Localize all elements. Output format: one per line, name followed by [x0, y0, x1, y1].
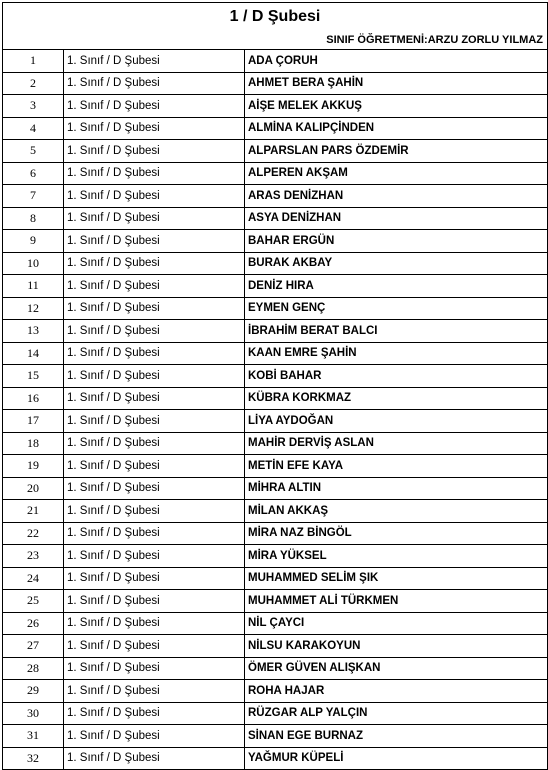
student-number: 26 — [3, 612, 64, 635]
student-class: 1. Sınıf / D Şubesi — [64, 95, 245, 118]
class-list-sheet — [2, 2, 548, 770]
student-number: 22 — [3, 522, 64, 545]
student-number: 21 — [3, 500, 64, 523]
student-name: KÜBRA KORKMAZ — [245, 387, 548, 410]
student-number: 24 — [3, 567, 64, 590]
student-number: 6 — [3, 162, 64, 185]
student-number: 25 — [3, 590, 64, 613]
student-number: 17 — [3, 410, 64, 433]
student-name: METİN EFE KAYA — [245, 455, 548, 478]
student-class: 1. Sınıf / D Şubesi — [64, 117, 245, 140]
student-name: SİNAN EGE BURNAZ — [245, 725, 548, 748]
student-class: 1. Sınıf / D Şubesi — [64, 500, 245, 523]
student-name: ALMİNA KALIPÇİNDEN — [245, 117, 548, 140]
table-row — [3, 455, 547, 478]
student-number: 12 — [3, 297, 64, 320]
table-row — [3, 140, 547, 163]
student-number: 8 — [3, 207, 64, 230]
student-name: MİRA YÜKSEL — [245, 545, 548, 568]
table-row — [3, 275, 547, 298]
table-row — [3, 612, 547, 635]
student-name: AHMET BERA ŞAHİN — [245, 72, 548, 95]
student-name: ASYA DENİZHAN — [245, 207, 548, 230]
student-table — [3, 50, 547, 770]
student-name: BAHAR ERGÜN — [245, 230, 548, 253]
table-row — [3, 207, 547, 230]
table-row — [3, 702, 547, 725]
table-row — [3, 297, 547, 320]
student-name: MİLAN AKKAŞ — [245, 500, 548, 523]
student-number: 10 — [3, 252, 64, 275]
table-row — [3, 365, 547, 388]
student-number: 3 — [3, 95, 64, 118]
student-number: 30 — [3, 702, 64, 725]
table-row — [3, 477, 547, 500]
student-class: 1. Sınıf / D Şubesi — [64, 477, 245, 500]
student-name: ALPEREN AKŞAM — [245, 162, 548, 185]
student-number: 9 — [3, 230, 64, 253]
table-row — [3, 320, 547, 343]
student-name: YAĞMUR KÜPELİ — [245, 747, 548, 770]
student-name: MİRA NAZ BİNGÖL — [245, 522, 548, 545]
student-class: 1. Sınıf / D Şubesi — [64, 680, 245, 703]
student-class: 1. Sınıf / D Şubesi — [64, 50, 245, 72]
table-row — [3, 500, 547, 523]
table-row — [3, 657, 547, 680]
student-number: 16 — [3, 387, 64, 410]
student-name: KAAN EMRE ŞAHİN — [245, 342, 548, 365]
student-class: 1. Sınıf / D Şubesi — [64, 387, 245, 410]
student-name: ADA ÇORUH — [245, 50, 548, 72]
table-row — [3, 432, 547, 455]
student-number: 20 — [3, 477, 64, 500]
table-row — [3, 252, 547, 275]
student-name: NİL ÇAYCI — [245, 612, 548, 635]
student-class: 1. Sınıf / D Şubesi — [64, 432, 245, 455]
table-row — [3, 162, 547, 185]
student-number: 7 — [3, 185, 64, 208]
student-number: 2 — [3, 72, 64, 95]
table-row — [3, 185, 547, 208]
student-class: 1. Sınıf / D Şubesi — [64, 567, 245, 590]
table-row — [3, 117, 547, 140]
student-name: MİHRA ALTIN — [245, 477, 548, 500]
table-row — [3, 50, 547, 72]
student-number: 29 — [3, 680, 64, 703]
table-row — [3, 95, 547, 118]
table-row — [3, 387, 547, 410]
student-name: KOBİ BAHAR — [245, 365, 548, 388]
student-number: 23 — [3, 545, 64, 568]
student-class: 1. Sınıf / D Şubesi — [64, 252, 245, 275]
table-row — [3, 747, 547, 770]
student-name: DENİZ HIRA — [245, 275, 548, 298]
student-name: AİŞE MELEK AKKUŞ — [245, 95, 548, 118]
student-number: 31 — [3, 725, 64, 748]
student-class: 1. Sınıf / D Şubesi — [64, 162, 245, 185]
table-row — [3, 635, 547, 658]
table-row — [3, 410, 547, 433]
student-number: 15 — [3, 365, 64, 388]
student-name: LİYA AYDOĞAN — [245, 410, 548, 433]
table-row — [3, 230, 547, 253]
student-name: EYMEN GENÇ — [245, 297, 548, 320]
student-class: 1. Sınıf / D Şubesi — [64, 230, 245, 253]
student-class: 1. Sınıf / D Şubesi — [64, 365, 245, 388]
table-row — [3, 567, 547, 590]
student-number: 19 — [3, 455, 64, 478]
student-name: ALPARSLAN PARS ÖZDEMİR — [245, 140, 548, 163]
student-class: 1. Sınıf / D Şubesi — [64, 612, 245, 635]
page-title: 1 / D Şubesi — [229, 8, 321, 25]
student-class: 1. Sınıf / D Şubesi — [64, 72, 245, 95]
student-class: 1. Sınıf / D Şubesi — [64, 455, 245, 478]
student-name: ROHA HAJAR — [245, 680, 548, 703]
student-number: 11 — [3, 275, 64, 298]
student-name: MUHAMMED SELİM ŞIK — [245, 567, 548, 590]
student-number: 5 — [3, 140, 64, 163]
table-row — [3, 72, 547, 95]
table-row — [3, 545, 547, 568]
student-class: 1. Sınıf / D Şubesi — [64, 275, 245, 298]
student-number: 32 — [3, 747, 64, 770]
student-class: 1. Sınıf / D Şubesi — [64, 657, 245, 680]
student-class: 1. Sınıf / D Şubesi — [64, 545, 245, 568]
student-class: 1. Sınıf / D Şubesi — [64, 725, 245, 748]
student-class: 1. Sınıf / D Şubesi — [64, 185, 245, 208]
student-name: ÖMER GÜVEN ALIŞKAN — [245, 657, 548, 680]
table-row — [3, 590, 547, 613]
student-class: 1. Sınıf / D Şubesi — [64, 297, 245, 320]
student-name: MUHAMMET ALİ TÜRKMEN — [245, 590, 548, 613]
student-name: NİLSU KARAKOYUN — [245, 635, 548, 658]
student-class: 1. Sınıf / D Şubesi — [64, 747, 245, 770]
student-number: 14 — [3, 342, 64, 365]
student-number: 13 — [3, 320, 64, 343]
student-class: 1. Sınıf / D Şubesi — [64, 522, 245, 545]
table-row — [3, 725, 547, 748]
student-class: 1. Sınıf / D Şubesi — [64, 207, 245, 230]
student-class: 1. Sınıf / D Şubesi — [64, 342, 245, 365]
student-name: İBRAHİM BERAT BALCI — [245, 320, 548, 343]
student-class: 1. Sınıf / D Şubesi — [64, 140, 245, 163]
student-number: 28 — [3, 657, 64, 680]
table-row — [3, 522, 547, 545]
student-number: 18 — [3, 432, 64, 455]
student-number: 1 — [3, 50, 64, 72]
student-class: 1. Sınıf / D Şubesi — [64, 702, 245, 725]
student-number: 27 — [3, 635, 64, 658]
student-class: 1. Sınıf / D Şubesi — [64, 410, 245, 433]
student-number: 4 — [3, 117, 64, 140]
student-class: 1. Sınıf / D Şubesi — [64, 635, 245, 658]
student-name: ARAS DENİZHAN — [245, 185, 548, 208]
table-row — [3, 680, 547, 703]
student-name: RÜZGAR ALP YALÇIN — [245, 702, 548, 725]
student-class: 1. Sınıf / D Şubesi — [64, 590, 245, 613]
student-table-body — [3, 50, 547, 770]
student-name: MAHİR DERVİŞ ASLAN — [245, 432, 548, 455]
teacher-label: SINIF ÖĞRETMENİ:ARZU ZORLU YILMAZ — [3, 31, 547, 50]
table-row — [3, 342, 547, 365]
student-name: BURAK AKBAY — [245, 252, 548, 275]
student-class: 1. Sınıf / D Şubesi — [64, 320, 245, 343]
